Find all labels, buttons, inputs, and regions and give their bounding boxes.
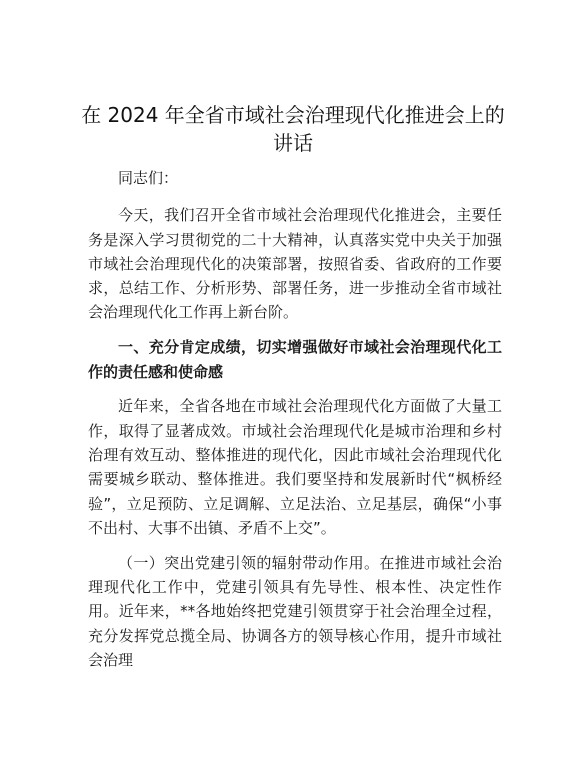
paragraph-achievements: 近年来，全省各地在市域社会治理现代化方面做了大量工作，取得了显著成效。市域社会治理现代化是城市治理和乡村治理有效互动、整体推进的现代化，因此市域社会治理现代化需要城乡联动、整体推进。我们要坚持和发展新时代“枫桥经验”，立足预防、立足调解、立足法治、立足基层，确保“小事不出村、大事不出镇、矛盾不上交”。 [88, 397, 502, 537]
paragraph-party-leadership: （一）突出党建引领的辐射带动作用。在推进市域社会治理现代化工作中，党建引领具有先导性、根本性、决定性作用。近年来，**各地始终把党建引领贯穿于社会治理全过程，充分发挥党总揽全局、协调各方的领导核心作用，提升市域社会治理 [88, 553, 502, 669]
salutation: 同志们： [118, 169, 179, 187]
document-title: 在 2024 年全省市域社会治理现代化推进会上的讲话 [81, 103, 505, 155]
paragraph-intro: 今天，我们召开全省市域社会治理现代化推进会，主要任务是深入学习贯彻党的二十大精神，认真落实党中央关于加强市域社会治理现代化的决策部署，按照省委、省政府的工作要求，总结工作、分析形势、部署任务，进一步推动全省市域社会治理现代化工作再上新台阶。 [88, 206, 502, 322]
section-heading-1: 一、充分肯定成绩，切实增强做好市域社会治理现代化工作的责任感和使命感 [88, 338, 502, 381]
document-body [88, 166, 502, 683]
